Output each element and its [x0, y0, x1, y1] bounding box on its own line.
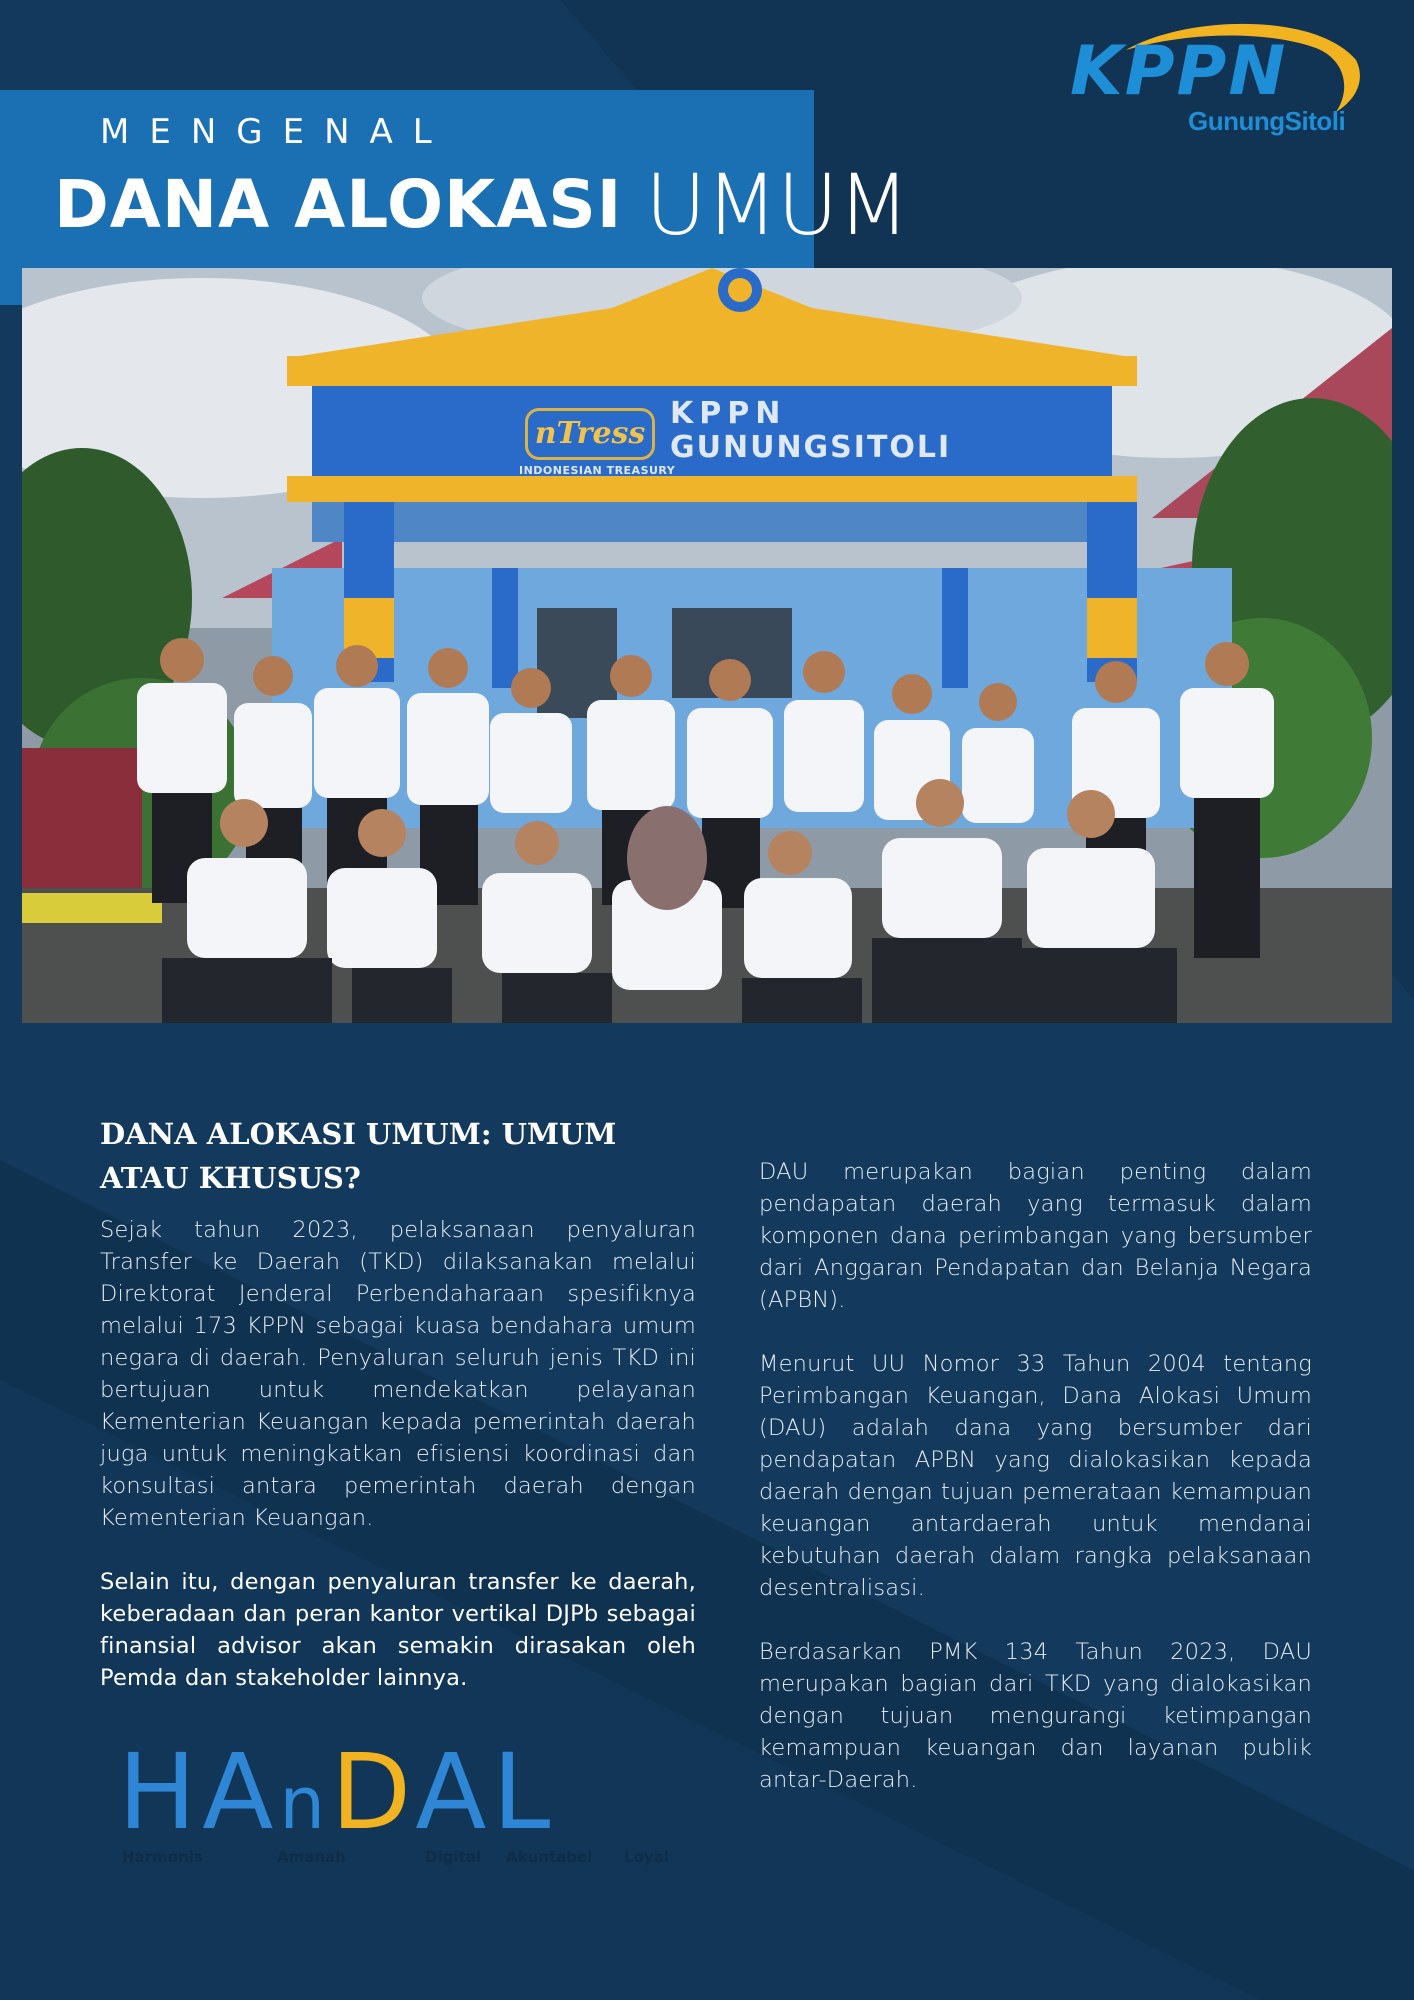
paragraph-uu-33: Menurut UU Nomor 33 Tahun 2004 tentang Perimbangan Keuangan, Dana Alokasi Umum (DAU) adalah dana yang bersumber dari pendapatan APBN yang dialokasikan kepada daerah dengan tujuan pemerataan kemampuan keuangan antardaerah untuk mendanai kebutuhan daerah dalam rangka pelaksanaan desentralisasi.: [759, 1351, 1312, 1601]
kppn-logo: [1066, 20, 1366, 140]
handal-logo: [118, 1731, 688, 1870]
group-photo: [22, 268, 1392, 1023]
paragraph-pmk-134: Berdasarkan PMK 134 Tahun 2023, DAU merupakan bagian dari TKD yang dialokasikan dengan tujuan mengurangi ketimpangan kemampuan keuangan dan layanan publik antar-Daerah.: [759, 1639, 1312, 1793]
page-title-light: UMUM: [645, 156, 909, 254]
left-column: [100, 1112, 696, 1726]
handal-tagline: [122, 1848, 682, 1868]
handal-tag: Digital: [425, 1848, 481, 1866]
photo-scene: [22, 268, 1392, 1023]
handal-letter: A: [415, 1731, 493, 1853]
paragraph-tkd-intro: Sejak tahun 2023, pelaksanaan penyaluran Transfer ke Daerah (TKD) dilaksanakan melalui Direktorat Jenderal Perbendaharaan spesifiknya melalui 173 KPPN sebagai kuasa bendahara umum negara di daerah. Penyaluran seluruh jenis TKD ini bertujuan untuk mendekatkan pelayanan Kementerian Keuangan kepada pemerintah daerah juga untuk meningkatkan efisiensi koordinasi dan konsultasi antara pemerintah daerah dengan Kementerian Keuangan.: [100, 1217, 696, 1531]
handal-letter: A: [202, 1731, 280, 1853]
sign-brand-logo: nTress: [525, 408, 655, 460]
handal-letter: L: [492, 1731, 557, 1853]
handal-letter: n: [279, 1761, 331, 1845]
page-title-bold: DANA ALOKASI: [54, 166, 623, 243]
page-kicker: MENGENAL: [100, 112, 452, 152]
handal-tag: Akuntabel: [506, 1848, 593, 1866]
logo-sub-text: GunungSitoli: [1188, 106, 1346, 136]
logo-main-text: KPPN: [1070, 32, 1288, 111]
right-column: [759, 1156, 1312, 1828]
handal-letter: H: [118, 1731, 203, 1853]
handal-letter-highlight: D: [331, 1731, 416, 1853]
paragraph-djpb-role: Selain itu, dengan penyaluran transfer ke daerah, keberadaan dan peran kantor vertikal DJPb sebagai finansial advisor akan semakin dirasakan oleh Pemda dan stakeholder lainnya.: [100, 1569, 696, 1691]
sign-text-kppn: KPPN: [670, 396, 787, 431]
sign-text-treasury: INDONESIAN TREASURY: [519, 464, 676, 477]
sign-text-office: GUNUNGSITOLI: [670, 430, 952, 465]
handal-tag: Amanah: [277, 1848, 346, 1866]
paragraph-dau-definition: DAU merupakan bagian penting dalam pendapatan daerah yang termasuk dalam komponen dana perimbangan yang bersumber dari Anggaran Pendapatan dan Belanja Negara (APBN).: [759, 1159, 1312, 1313]
handal-tag: Harmonis: [122, 1848, 203, 1866]
section-heading: DANA ALOKASI UMUM: UMUM ATAU KHUSUS?: [100, 1117, 617, 1195]
handal-wordmark: [118, 1731, 557, 1853]
handal-tag: Loyal: [624, 1848, 669, 1866]
